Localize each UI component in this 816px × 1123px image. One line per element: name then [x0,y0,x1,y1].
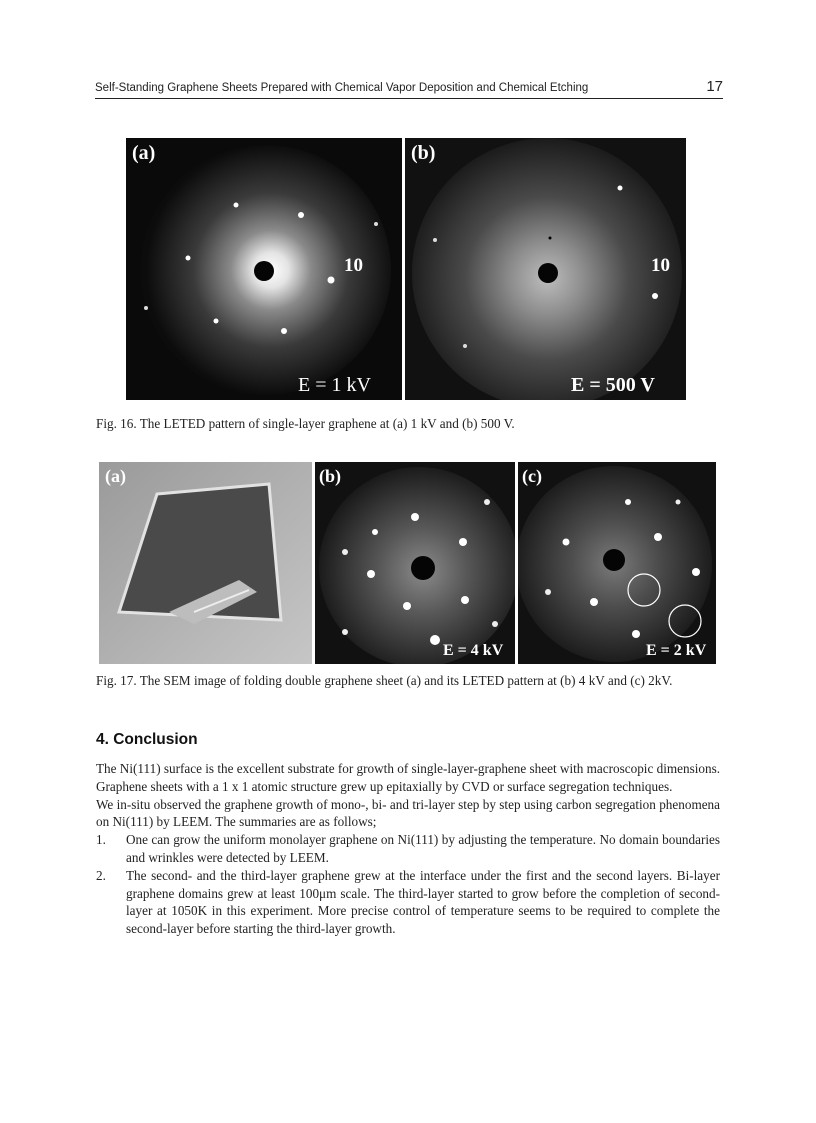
fig16-caption: Fig. 16. The LETED pattern of single-layer graphene at (a) 1 kV and (b) 500 V. [96,416,515,431]
fig16a-energy-label: E = 1 kV [298,374,371,396]
fig17c-label: (c) [522,466,542,486]
paragraph-1: The Ni(111) surface is the excellent substrate for growth of single-layer-graphene sheet with macroscopic dimensions. Graphene sheets with a 1 x 1 atomic structure grew up epitaxially by CVD or surface segregation techniques. [96,761,720,794]
fig16b-spot-label: 10 [651,255,670,276]
list-item-number: 2. [96,867,106,883]
fig16a-spot-label: 10 [344,255,363,276]
fig17-caption: Fig. 17. The SEM image of folding double graphene sheet (a) and its LETED pattern at (b) 4 kV and (c) 2kV. [96,673,673,688]
list-item-number: 1. [96,832,106,848]
fig17-panel-c-image [518,462,716,664]
section-title: 4. Conclusion [96,731,198,748]
fig16-panel-b-image [405,138,686,400]
fig17c-energy-label: E = 2 kV [646,642,707,659]
list-item-text: The second- and the third-layer graphene grew at the interface under the first and the second layers. Bi-layer graphene domains grew at least 100μm scale. The third-layer started to grow before the completion of second-layer at 1050K in this experiment. More precise control of temperature seems to be required to complete the second-layer before starting the third-layer growth. [126,867,720,937]
list-item-text: One can grow the uniform monolayer graphene on Ni(111) by adjusting the temperature. No domain boundaries and wrinkles were detected by LEEM. [126,832,720,865]
running-header [95,78,723,99]
fig17-panel-b-image [315,462,515,664]
list-item [96,831,720,867]
fig17a-label: (a) [105,466,126,486]
fig17-panel-a-sem-image [99,462,312,664]
paragraph-2: We in-situ observed the graphene growth of mono-, bi- and tri-layer step by step using carbon segregation phenomena on Ni(111) by LEEM. The summaries are as follows; [96,796,720,830]
conclusion-body [96,760,720,938]
fig17b-label: (b) [319,466,341,486]
fig16b-label: (b) [411,142,436,164]
page-number: 17 [706,78,723,95]
fig16b-energy-label: E = 500 V [571,374,655,396]
header-title: Self-Standing Graphene Sheets Prepared with Chemical Vapor Deposition and Chemical Etching [95,82,589,94]
fig16a-label: (a) [132,142,156,164]
fig16-panel-a-image [126,138,402,400]
list-item [96,867,720,938]
fig17b-energy-label: E = 4 kV [443,642,504,659]
